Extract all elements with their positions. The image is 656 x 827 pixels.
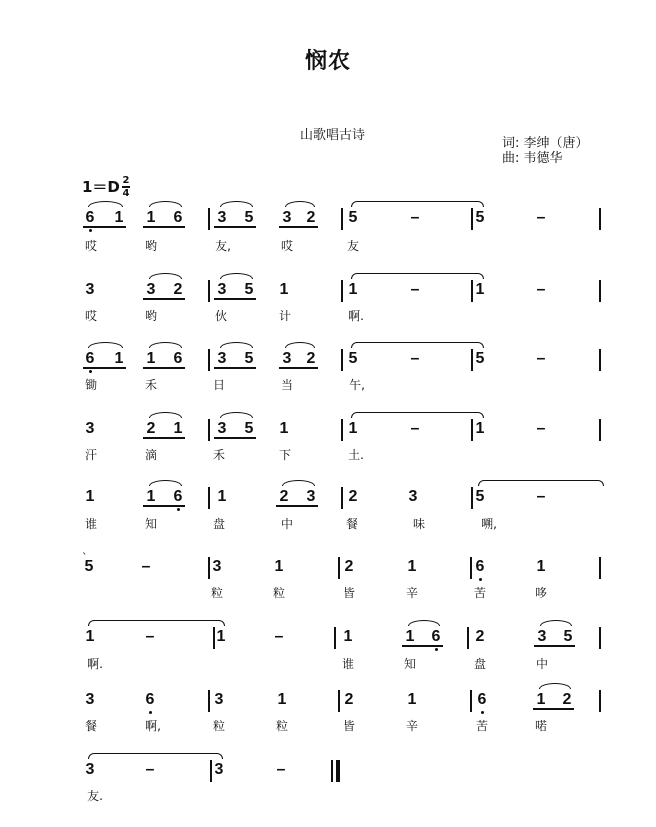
note: 3 — [306, 488, 316, 505]
bar-line — [471, 419, 473, 441]
bar-line — [341, 419, 343, 441]
note: 2 — [344, 558, 354, 575]
bar-line — [213, 627, 215, 649]
lyric-char: 粒 — [212, 719, 225, 733]
bar-line — [208, 208, 210, 230]
note: 3 — [282, 209, 292, 226]
lyric-char: 哟 — [144, 309, 157, 323]
note: 6 — [477, 691, 487, 708]
note: 1 — [475, 420, 485, 437]
note: 3 — [146, 281, 156, 298]
tie-arc — [149, 201, 182, 207]
bar-line — [471, 349, 473, 371]
note: 5 — [348, 350, 358, 367]
note: 1 — [274, 558, 284, 575]
note: 1 — [114, 209, 124, 226]
tie-arc — [88, 342, 123, 348]
bar-line — [338, 557, 340, 579]
octave-dot — [89, 229, 92, 232]
note: 3 — [217, 281, 227, 298]
note: 6 — [431, 628, 441, 645]
time-signature-bottom: 4 — [122, 187, 130, 199]
note: 2 — [475, 628, 485, 645]
final-bar-thin — [331, 760, 333, 782]
lyric-char: 知 — [144, 517, 157, 531]
tie-arc — [408, 620, 440, 626]
song-subtitle: 山歌唱古诗 — [300, 128, 366, 143]
time-signature-top: 2 — [122, 175, 130, 186]
lyric-char: 中 — [535, 657, 548, 671]
lyric-char: 苦 — [475, 719, 488, 733]
note: 1 — [216, 628, 226, 645]
song-title: 悯农 — [304, 49, 351, 74]
note: 5 — [348, 209, 358, 226]
eighth-beam — [534, 645, 575, 647]
note: 3 — [85, 420, 95, 437]
lyric-char: 土. — [348, 448, 364, 462]
lyric-char: 皆 — [342, 719, 355, 733]
note: 2 — [279, 488, 289, 505]
tie-arc — [282, 480, 315, 486]
note: 3 — [537, 628, 547, 645]
bar-line — [341, 208, 343, 230]
note: 1 — [217, 488, 227, 505]
lyric-char: 苦 — [473, 586, 486, 600]
note: 1 — [146, 488, 156, 505]
note: – — [145, 761, 155, 778]
bar-line — [334, 627, 336, 649]
tie-arc — [539, 683, 571, 689]
note: – — [536, 350, 546, 367]
note: – — [536, 281, 546, 298]
bar-line — [208, 280, 210, 302]
note: – — [410, 281, 420, 298]
lyric-char: 粒 — [210, 586, 223, 600]
breath-mark: ` — [82, 551, 88, 564]
lyric-char: 啊. — [348, 309, 364, 323]
tie-arc — [88, 201, 123, 207]
eighth-beam — [143, 298, 185, 300]
tie-arc — [478, 480, 604, 486]
note: 6 — [173, 209, 183, 226]
lyric-char: 嗍, — [481, 517, 497, 531]
note: – — [536, 420, 546, 437]
lyric-char: 辛 — [405, 719, 418, 733]
bar-line — [471, 208, 473, 230]
eighth-beam — [214, 367, 256, 369]
lyric-char: 友. — [87, 789, 103, 803]
lyric-char: 谁 — [84, 517, 97, 531]
note: 1 — [146, 350, 156, 367]
lyric-char: 友 — [346, 239, 359, 253]
composer-credit: 曲: 韦德华 — [502, 151, 563, 166]
bar-line — [599, 557, 601, 579]
lyric-char: 友, — [215, 239, 231, 253]
note: 1 — [279, 281, 289, 298]
bar-line — [470, 690, 472, 712]
bar-line — [471, 487, 473, 509]
lyric-char: 啊, — [145, 719, 161, 733]
bar-line — [467, 627, 469, 649]
octave-dot — [481, 711, 484, 714]
lyric-char: 皆 — [342, 586, 355, 600]
note: 5 — [475, 488, 485, 505]
lyric-char: 禾 — [144, 378, 157, 392]
eighth-beam — [143, 226, 185, 228]
eighth-beam — [276, 505, 318, 507]
lyric-char: 汗 — [84, 448, 97, 462]
lyric-char: 当 — [280, 378, 293, 392]
note: 2 — [306, 350, 316, 367]
note: – — [141, 558, 151, 575]
note: 1 — [348, 420, 358, 437]
lyric-char: 喏 — [534, 719, 547, 733]
note: – — [536, 209, 546, 226]
note: 1 — [277, 691, 287, 708]
note: 1 — [348, 281, 358, 298]
tie-arc — [285, 342, 315, 348]
note: 1 — [536, 691, 546, 708]
tie-arc — [220, 201, 253, 207]
tie-arc — [88, 753, 223, 759]
note: 2 — [146, 420, 156, 437]
note: – — [410, 209, 420, 226]
tie-arc — [540, 620, 572, 626]
note: 6 — [475, 558, 485, 575]
bar-line — [599, 280, 601, 302]
credits — [502, 136, 589, 166]
lyric-char: 粒 — [272, 586, 285, 600]
lyric-char: 伙 — [214, 309, 227, 323]
note: 5 — [475, 350, 485, 367]
tie-arc — [220, 412, 253, 418]
note: 3 — [217, 209, 227, 226]
tie-arc — [351, 201, 484, 207]
eighth-beam — [83, 367, 126, 369]
note: 6 — [173, 488, 183, 505]
lyric-char: 哎 — [84, 309, 97, 323]
lyric-char: 粒 — [275, 719, 288, 733]
lyric-char: 啊. — [87, 657, 103, 671]
note: 6 — [85, 209, 95, 226]
eighth-beam — [214, 437, 256, 439]
note: 5 — [84, 558, 94, 575]
eighth-beam — [533, 708, 574, 710]
eighth-beam — [214, 298, 256, 300]
bar-line — [210, 760, 212, 782]
lyric-char: 禾 — [212, 448, 225, 462]
note: – — [410, 350, 420, 367]
note: 5 — [475, 209, 485, 226]
bar-line — [471, 280, 473, 302]
lyric-char: 盘 — [212, 517, 225, 531]
note: 3 — [217, 420, 227, 437]
lyric-char: 计 — [278, 309, 291, 323]
note: 2 — [348, 488, 358, 505]
note: 6 — [173, 350, 183, 367]
lyric-char: 餐 — [84, 719, 97, 733]
octave-dot — [89, 370, 92, 373]
lyric-char: 日 — [212, 378, 225, 392]
note: 3 — [214, 761, 224, 778]
note: 5 — [244, 281, 254, 298]
eighth-beam — [143, 437, 185, 439]
bar-line — [208, 419, 210, 441]
octave-dot — [177, 508, 180, 511]
lyric-char: 中 — [280, 517, 293, 531]
eighth-beam — [402, 645, 443, 647]
note: 1 — [475, 281, 485, 298]
note: 3 — [85, 761, 95, 778]
note: – — [276, 761, 286, 778]
note: 3 — [408, 488, 418, 505]
eighth-beam — [279, 367, 318, 369]
note: 3 — [214, 691, 224, 708]
note: 3 — [282, 350, 292, 367]
tie-arc — [88, 620, 225, 626]
note: 3 — [85, 691, 95, 708]
note: 3 — [212, 558, 222, 575]
bar-line — [599, 690, 601, 712]
tie-arc — [351, 273, 484, 279]
note: 2 — [306, 209, 316, 226]
final-bar-thick — [336, 760, 340, 782]
eighth-beam — [83, 226, 126, 228]
tie-arc — [351, 342, 484, 348]
note: 6 — [145, 691, 155, 708]
note: 1 — [407, 691, 417, 708]
lyric-char: 下 — [278, 448, 291, 462]
lyric-char: 哆 — [534, 586, 547, 600]
bar-line — [208, 557, 210, 579]
lyric-char: 滴 — [144, 448, 157, 462]
bar-line — [341, 280, 343, 302]
lyric-char: 哎 — [84, 239, 97, 253]
note: 1 — [536, 558, 546, 575]
octave-dot — [435, 648, 438, 651]
lyric-char: 味 — [412, 517, 425, 531]
bar-line — [599, 208, 601, 230]
note: 1 — [405, 628, 415, 645]
lyric-char: 知 — [403, 657, 416, 671]
eighth-beam — [214, 226, 256, 228]
time-signature — [121, 175, 131, 199]
eighth-beam — [143, 505, 185, 507]
octave-dot — [149, 711, 152, 714]
octave-dot — [479, 578, 482, 581]
bar-line — [208, 349, 210, 371]
tie-arc — [285, 201, 315, 207]
eighth-beam — [143, 367, 185, 369]
note: 1 — [279, 420, 289, 437]
lyric-char: 午, — [349, 378, 365, 392]
note: – — [536, 488, 546, 505]
lyric-char: 盘 — [473, 657, 486, 671]
tie-arc — [351, 412, 484, 418]
note: 1 — [173, 420, 183, 437]
bar-line — [470, 557, 472, 579]
note: – — [410, 420, 420, 437]
note: 1 — [114, 350, 124, 367]
note: 1 — [85, 488, 95, 505]
note: 1 — [407, 558, 417, 575]
note: 1 — [85, 628, 95, 645]
tie-arc — [220, 342, 253, 348]
note: 5 — [244, 209, 254, 226]
note: 2 — [562, 691, 572, 708]
lyric-char: 哟 — [144, 239, 157, 253]
note: 5 — [244, 420, 254, 437]
tie-arc — [149, 412, 182, 418]
note: 5 — [563, 628, 573, 645]
bar-line — [341, 349, 343, 371]
bar-line — [599, 419, 601, 441]
note: 2 — [173, 281, 183, 298]
lyric-char: 谁 — [341, 657, 354, 671]
note: 5 — [244, 350, 254, 367]
bar-line — [341, 487, 343, 509]
lyric-char: 辛 — [405, 586, 418, 600]
bar-line — [208, 690, 210, 712]
tie-arc — [220, 273, 253, 279]
key-signature: 1＝D — [82, 178, 120, 196]
lyricist-credit: 词: 李绅（唐） — [502, 136, 589, 151]
tie-arc — [149, 480, 182, 486]
note: – — [274, 628, 284, 645]
tie-arc — [149, 273, 182, 279]
eighth-beam — [279, 226, 318, 228]
note: 3 — [85, 281, 95, 298]
lyric-char: 餐 — [345, 517, 358, 531]
lyric-char: 锄 — [84, 378, 97, 392]
bar-line — [208, 487, 210, 509]
note: – — [145, 628, 155, 645]
bar-line — [599, 349, 601, 371]
note: 3 — [217, 350, 227, 367]
lyric-char: 哎 — [280, 239, 293, 253]
note: 1 — [146, 209, 156, 226]
tie-arc — [149, 342, 182, 348]
note: 1 — [343, 628, 353, 645]
bar-line — [338, 690, 340, 712]
bar-line — [599, 627, 601, 649]
note: 6 — [85, 350, 95, 367]
note: 2 — [344, 691, 354, 708]
